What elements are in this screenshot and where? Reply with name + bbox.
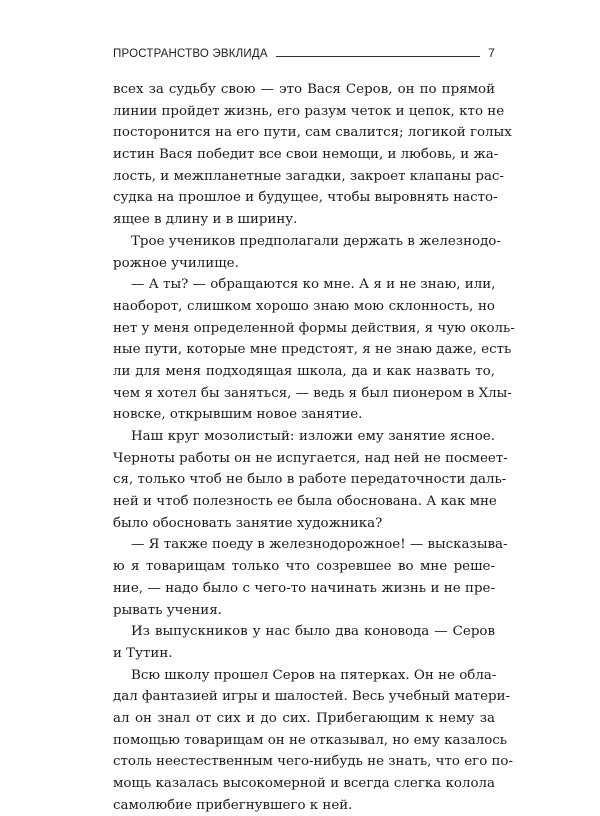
- text-line: самолюбие прибегнувшего к ней.: [113, 797, 353, 813]
- text-line: Всю школу прошел Серов на пятерках. Он не обла-: [131, 667, 497, 683]
- running-header: [113, 44, 495, 60]
- text-line: рожное училище.: [113, 255, 239, 271]
- text-line: ные пути, которые мне предстоят, я не знаю даже, есть: [113, 342, 512, 358]
- book-page: [113, 44, 515, 816]
- text-line: — Я также поеду в железнодорожное! — высказыва-: [131, 537, 508, 553]
- text-line: — А ты? — обращаются ко мне. А я и не знаю, или,: [131, 277, 496, 293]
- text-line: Из выпускников у нас было два коновода — Серов: [131, 624, 495, 640]
- text-line: ящее в длину и в ширину.: [113, 212, 298, 228]
- paragraph: [113, 231, 501, 274]
- paragraph: [113, 274, 515, 426]
- text-line: чем я хотел бы заняться, — ведь я был пионером в Хлы-: [113, 385, 512, 401]
- text-line: мощь казалась высокомерной и всегда слегка колола: [113, 776, 495, 791]
- header-rule: [276, 56, 480, 57]
- text-line: новске, открывшим новое занятие.: [113, 407, 363, 423]
- text-line: Наш круг мозолистый: изложи ему занятие ясное.: [131, 429, 495, 444]
- paragraph: [113, 621, 495, 664]
- page-number: 7: [488, 46, 495, 60]
- text-line: было обосновать занятие художника?: [113, 515, 383, 531]
- text-line: нет у меня определенной формы действия, я чую околь-: [113, 320, 515, 336]
- text-line: Черноты работы он не испугается, над ней не посмеет-: [113, 450, 508, 466]
- text-line: Трое учеников предполагали держать в железнодо-: [131, 233, 501, 249]
- body-text: [113, 79, 515, 816]
- text-line: рывать учения.: [113, 602, 222, 618]
- text-line: лость, и межпланетные загадки, закроет клапаны рас-: [113, 168, 504, 184]
- text-line: помощью товарищам он не отказывал, но ему казалось: [113, 732, 508, 748]
- paragraph: [113, 426, 508, 534]
- text-line: ал он знал от сих и до сих. Прибегающим к нему за: [113, 710, 495, 726]
- text-line: судка на прошлое и будущее, чтобы выровнять насто-: [113, 190, 498, 206]
- chapter-title: ПРОСТРАНСТВО ЭВКЛИДА: [113, 48, 268, 60]
- text-line: линии пройдет жизнь, его разум четок и цепок, кто не: [113, 103, 505, 119]
- text-line: наоборот, слишком хорошо знаю мою склонность, но: [113, 298, 495, 314]
- text-line: истин Вася победит все свои немощи, и любовь, и жа-: [113, 147, 499, 163]
- text-line: ние, — надо было с чего-то начинать жизнь и не пре-: [113, 580, 495, 596]
- text-line: ней и чтоб полезность ее была обоснована. А как мне: [113, 494, 497, 510]
- paragraph: [113, 665, 514, 816]
- text-line: ю я товарищам только что созревшее во мне реше-: [113, 559, 495, 575]
- text-line: посторонится на его пути, сам свалится; логикой голых: [113, 125, 512, 141]
- text-line: и Тутин.: [113, 645, 173, 661]
- text-line: столь неестественным чего-нибудь не знать, что его по-: [113, 754, 514, 770]
- text-line: дал фантазией игры и шалостей. Весь учебный матери-: [113, 689, 511, 705]
- paragraph: [113, 534, 508, 621]
- paragraph: [113, 79, 512, 231]
- text-line: всех за судьбу свою — это Вася Серов, он по прямой: [113, 82, 495, 97]
- text-line: ли для меня подходящая школа, да и как назвать то,: [113, 363, 495, 379]
- text-line: ся, только чтоб не было в работе передаточности даль-: [113, 472, 507, 488]
